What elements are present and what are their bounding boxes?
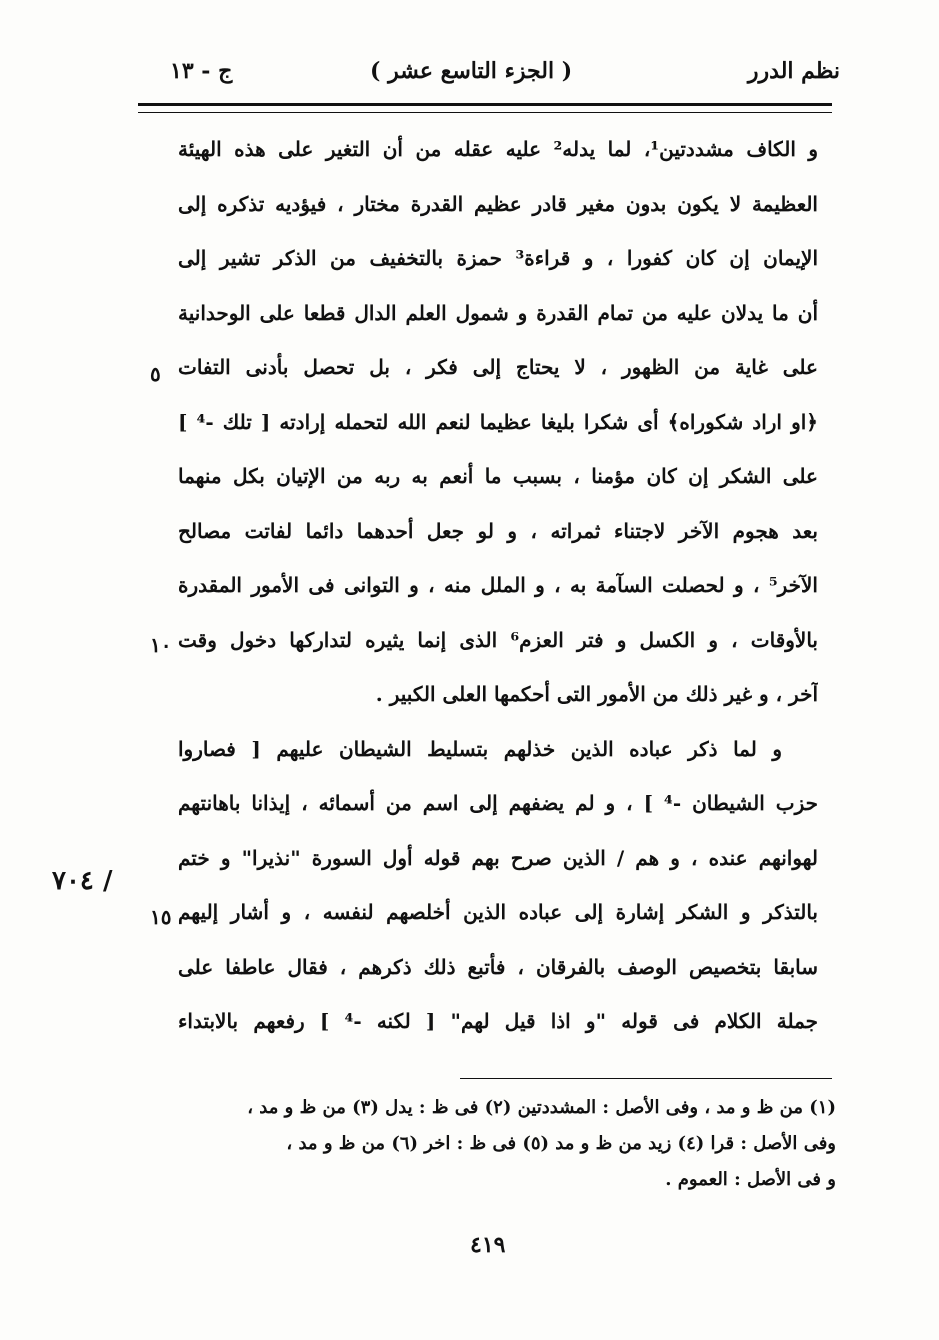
footnote-line: و فى الأصل : العموم . <box>665 1169 836 1190</box>
part-label: ( الجزء التاسع عشر ) <box>370 58 573 84</box>
header-rule-thick <box>138 103 832 106</box>
header-rule-thin <box>138 112 832 113</box>
text-line: ﴿او اراد شكوراه﴾ أى شكرا بليغا عظيما لنعم الله لتحمله إرادته [ تلك -⁴ ] <box>178 409 818 434</box>
footnote-line: (١) من ظ و مد ، وفى الأصل : المشددتين (٢) فى ظ : يدل (٣) من ظ و مد ، <box>247 1097 836 1118</box>
text-line: بالأوقات ، و الكسل و فتر العزم⁶ الذى إنما يثيره لتداركها دخول وقت <box>178 627 818 652</box>
volume-label: ج - ١٣ <box>170 58 233 84</box>
page-number: ٤١٩ <box>470 1232 506 1258</box>
text-line: العظيمة لا يكون بدون مغير قادر عظيم القدرة مختار ، فيؤديه تذكره إلى <box>178 191 818 216</box>
footnote-line: وفى الأصل : قرا (٤) زيد من ظ و مد (٥) فى ظ : اخر (٦) من ظ و مد ، <box>286 1133 836 1154</box>
text-line: على غاية من الظهور ، لا يحتاج إلى فكر ، بل تحصل بأدنى التفات <box>178 355 818 379</box>
line-number: ١٥ <box>150 905 172 929</box>
footnote-rule <box>460 1078 832 1079</box>
book-title: نظم الدرر <box>747 58 840 84</box>
footnotes <box>188 1090 836 1198</box>
text-line: الإيمان إن كان كفورا ، و قراءة³ حمزة بالتخفيف من الذكر تشير إلى <box>178 246 818 270</box>
text-line: أن ما يدلان عليه من تمام القدرة و شمول العلم الدال قطعا على الوحدانية <box>178 300 818 325</box>
text-line: على الشكر إن كان مؤمنا ، بسبب ما أنعم به ربه من الإتيان بكل منهما <box>178 464 818 488</box>
text-line: بعد هجوم الآخر لاجتناء ثمراته ، و لو جعل أحدهما دائما لفاتت مصالح <box>178 518 818 543</box>
text-line: بالتذكر و الشكر إشارة إلى عباده الذين أخلصهم لنفسه ، و أشار إليهم <box>178 900 818 924</box>
text-line: الآخر⁵ ، و لحصلت السآمة به ، و الملل منه ، و التوانى فى الأمور المقدرة <box>178 573 818 597</box>
running-header <box>150 58 840 98</box>
text-line: لهوانهم عنده ، و هم / الذين صرح بهم قوله أول السورة "نذيرا" و ختم <box>178 845 818 870</box>
text-line: و لما ذكر عباده الذين خذلهم بتسليط الشيطان عليهم [ فصاروا <box>178 736 782 761</box>
body-text <box>178 122 818 1049</box>
text-line: و الكاف مشددتين¹، لما يدله² عليه عقله من أن التغير على هذه الهيئة <box>178 137 818 161</box>
text-line: آخر ، و غير ذلك من الأمور التى أحكمها العلى الكبير . <box>375 682 818 706</box>
text-line: حزب الشيطان -⁴ ] ، و لم يضفهم إلى اسم من أسمائه ، إيذانا باهانتهم <box>178 791 818 815</box>
line-number: ٥ <box>150 362 161 386</box>
text-line: سابقا بتخصيص الوصف بالفرقان ، فأتبع ذلك ذكرهم ، فقال عاطفا على <box>178 954 818 979</box>
manuscript-folio-reference: / ٧٠٤ <box>52 866 113 896</box>
text-line: جملة الكلام فى قوله "و اذا قيل لهم" [ لكنه -⁴ ] رفعهم بالابتداء <box>178 1009 818 1033</box>
line-number: ١٠ <box>150 633 172 657</box>
